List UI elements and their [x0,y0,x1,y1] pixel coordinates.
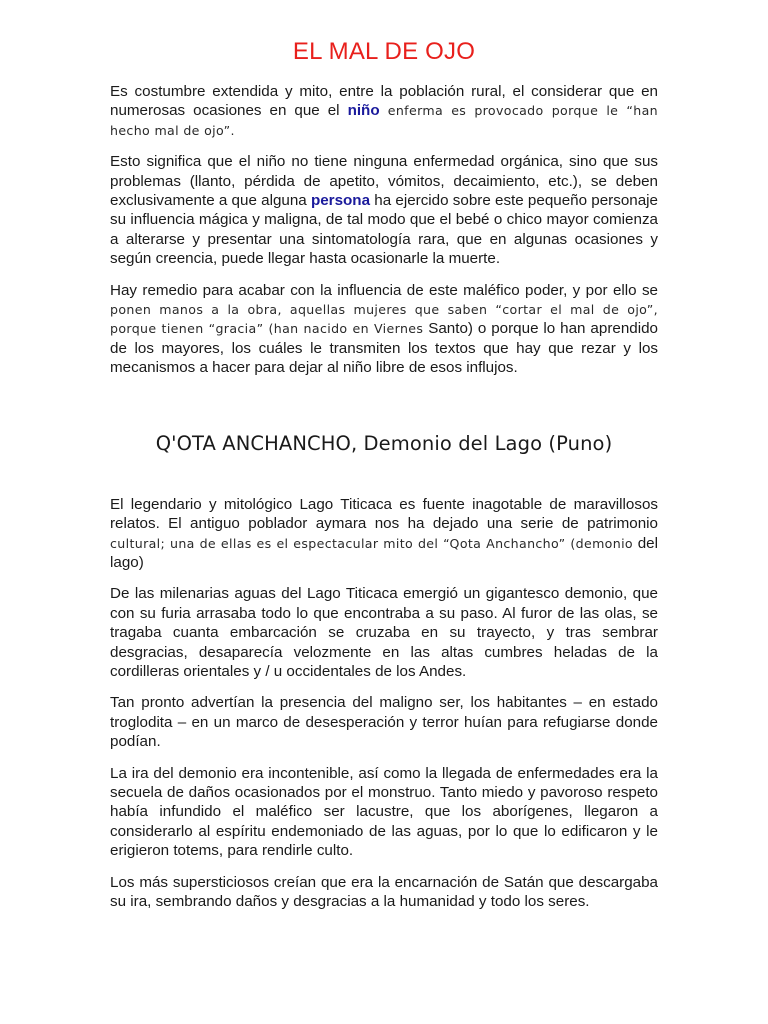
link-nino[interactable]: niño [347,102,380,120]
link-persona[interactable]: persona [310,192,371,210]
paragraph [110,495,658,573]
paragraph: Los más supersticiosos creían que era la encarnación de Satán que descargaba su ira, sembrando daños y desgracias a la humanidad y todo los seres. [110,873,658,910]
paragraph-text: Esto significa que el niño no tiene ninguna enfermedad orgánica, sino que sus problemas (llanto, pérdida de apetito, vómitos, decaimiento, etc.), se deben exclusivamente a que alguna [110,153,658,210]
paragraph-text: del lago) [110,534,658,571]
section-title-mal-de-ojo: EL MAL DE OJO [292,38,476,65]
section-title-qota-anchancho: Q'OTA ANCHANCHO, Demonio del Lago (Puno) [155,431,613,455]
paragraph-text: Santo) o porque lo han aprendido de los mayores, los cuáles le transmiten los textos que hay que rezar y los mecanismos a hacer para dejar al niño libre de esos influjos. [110,320,658,377]
paragraph: De las milenarias aguas del Lago Titicaca emergió un gigantesco demonio, que con su furia arrasaba todo lo que encontraba a su paso. Al furor de las olas, se tragaba cuanta embarcación se cruzaba en su trayecto, y tras sembrar desgracias, desaparecía velozmente en las altas cumbres heladas de la cordilleras orientales y / u occidentales de los Andes. [110,585,658,680]
paragraph-text: para acabar con la influencia de este maléfico poder, y por ello se [197,281,658,299]
paragraph-text: cultural; una de ellas es el espectacular mito del “Qota Anchancho” (demonio [110,535,633,551]
paragraph-text: El legendario y mitológico Lago Titicaca es fuente inagotable de maravillosos relatos. El antiguo poblador aymara nos ha dejado una serie de patrimonio [110,495,658,533]
paragraph-text: Hay [110,281,143,299]
paragraph: Tan pronto advertían la presencia del maligno ser, los habitantes – en estado troglodita – en un marco de desesperación y terror huían para refugiarse donde podían. [110,694,658,751]
paragraph-text: enferma es provocado porque le “han hecho mal de ojo”. [110,103,658,138]
paragraph [110,82,658,140]
paragraph-text: Es costumbre extendida y mito, entre la población rural, el considerar que en numerosas ocasiones en que el [110,83,658,120]
paragraph [110,152,658,268]
paragraph [110,281,658,378]
paragraph-text: ponen manos a la obra, aquellas mujeres que saben “cortar el mal de ojo”, porque tienen “gracia” (han nacido en Viernes [110,302,658,337]
document-page [110,38,658,923]
paragraph-text: ha ejercido sobre este pequeño personaje su influencia mágica y maligna, de tal modo que el bebé o chico mayor comienza a alterarse y presentar una sintomatología rara, que en algunas ocasiones y según creencia, puede llegar hasta ocasionarle la muerte. [110,192,658,268]
paragraph: La ira del demonio era incontenible, así como la llegada de enfermedades era la secuela de daños ocasionados por el monstruo. Tanto miedo y pavoroso respeto había infundido el maléfico ser lacustre, que los aborígenes, llegaron a considerarlo al espíritu endemoniado de las aguas, por lo que lo edificaron y le erigieron totems, para rendirle culto. [110,764,658,860]
remedio-word: remedio [142,281,198,299]
